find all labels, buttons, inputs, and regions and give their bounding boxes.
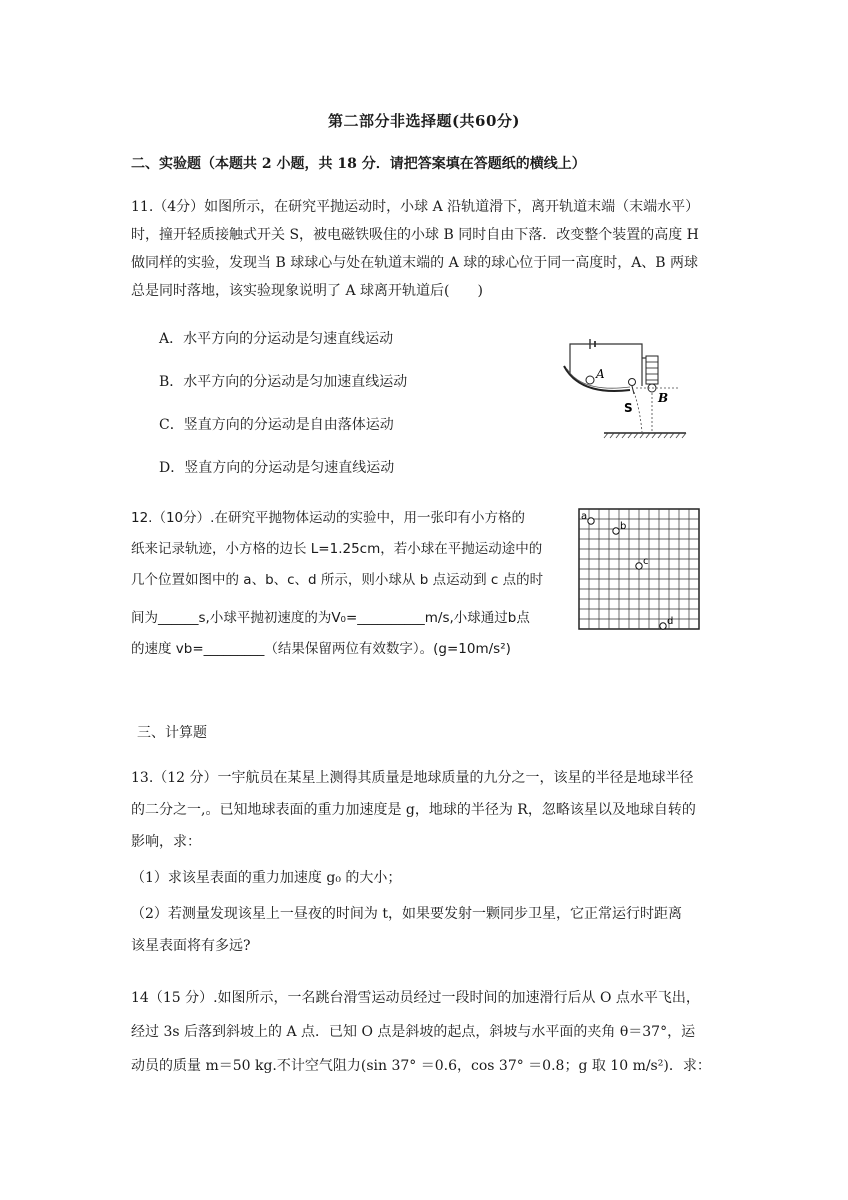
q14-line-2: 经过 3s 后落到斜坡上的 A 点．已知 O 点是斜坡的起点，斜坡与水平面的夹角 θ＝37°，运: [131, 1024, 696, 1040]
projectile-apparatus-figure: [560, 338, 690, 442]
q11-option-d: D．竖直方向的分运动是匀速直线运动: [159, 460, 395, 476]
q13-part-1: （1）求该星表面的重力加速度 g₀ 的大小；: [131, 870, 402, 886]
label-a: A: [596, 367, 605, 381]
q12-line-3: 几个位置如图中的 a、b、c、d 所示，则小球从 b 点运动到 c 点的时: [131, 572, 544, 588]
q11-option-c: C．竖直方向的分运动是自由落体运动: [159, 417, 394, 433]
q12-line-5: 的速度 vb=_________（结果保留两位有效数字）。(g=10m/s²): [131, 641, 511, 657]
q12-line-2: 纸来记录轨迹，小方格的边长 L=1.25cm，若小球在平抛运动途中的: [131, 541, 543, 557]
q13-line-6: 该星表面将有多远?: [131, 938, 251, 954]
q11-option-b: B．水平方向的分运动是匀加速直线运动: [159, 374, 408, 390]
q14-line-3: 动员的质量 m＝50 kg.不计空气阻力(sin 37° ＝0.6，cos 37° ＝0.8；g 取 10 m/s²)．求：: [131, 1058, 711, 1074]
q11-line-1: 11.（4分）如图所示，在研究平抛运动时，小球 A 沿轨道滑下，离开轨道末端（末端水平）: [131, 199, 700, 215]
q13-line-2: 的二分之一,。已知地球表面的重力加速度是 g，地球的半径为 R，忽略该星以及地球自转的: [131, 802, 696, 818]
label-s: S: [624, 401, 633, 415]
page-title: 第二部分非选择题(共60分): [327, 112, 521, 130]
grid-point-label-c: c: [643, 556, 649, 567]
section2-heading: 二、实验题（本题共 2 小题，共 18 分．请把答案填在答题纸的横线上）: [131, 156, 586, 172]
label-b: B: [658, 391, 669, 405]
q12-line-1: 12.（10分）.在研究平抛物体运动的实验中，用一张印有小方格的: [131, 510, 525, 526]
q13-part-2: （2）若测量发现该星上一昼夜的时间为 t，如果要发射一颗同步卫星，它正常运行时距离: [131, 906, 682, 922]
grid-point-d: [660, 623, 666, 629]
section3-heading: 三、计算题: [137, 725, 207, 741]
q11-line-2: 时，撞开轻质接触式开关 S，被电磁铁吸住的小球 B 同时自由下落．改变整个装置的高度 H: [131, 227, 699, 243]
grid-point-label-d: d: [667, 616, 674, 627]
trajectory-grid-figure: [578, 508, 700, 630]
q14-line-1: 14（15 分）.如图所示，一名跳台滑雪运动员经过一段时间的加速滑行后从 O 点水平飞出，: [131, 990, 700, 1006]
q11-line-3: 做同样的实验，发现当 B 球球心与处在轨道末端的 A 球的球心位于同一高度时，A、B 两球: [131, 255, 699, 271]
q11-line-4: 总是同时落地，该实验现象说明了 A 球离开轨道后( ): [131, 283, 483, 299]
q13-line-1: 13.（12 分）一宇航员在某星上测得其质量是地球质量的九分之一，该星的半径是地球半径: [131, 770, 694, 786]
grid-point-label-a: a: [581, 511, 588, 522]
grid-point-label-b: b: [620, 521, 627, 532]
grid-point-a: [588, 518, 594, 524]
q12-line-4: 间为______s,小球平抛初速度的为V₀=__________m/s,小球通过b点: [131, 610, 530, 626]
grid-point-c: [636, 563, 642, 569]
grid-point-b: [613, 528, 619, 534]
q11-option-a: A．水平方向的分运动是匀速直线运动: [159, 331, 394, 347]
q13-line-3: 影响，求：: [131, 834, 201, 850]
